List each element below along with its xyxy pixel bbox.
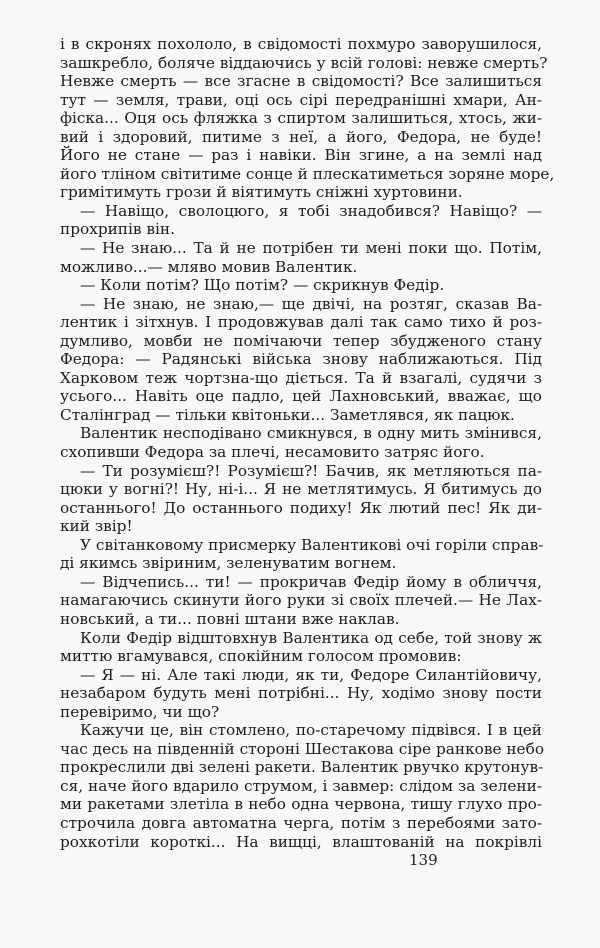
text-line: думливо, мовби не помічаючи тепер збудженого стану (60, 331, 542, 350)
text-line: можливо...— мляво мовив Валентик. (60, 257, 358, 276)
text-line: вий і здоровий, питиме з неї, а його, Федора, не буде! (60, 127, 542, 146)
text-line: останнього! До останнього подиху! Як лютий пес! Як ди- (60, 498, 542, 517)
text-line: тут — земля, трави, оці ось сірі передранішні хмари, Ан- (60, 90, 542, 109)
text-line: Невже смерть — все згасне в свідомості? Все залишиться (60, 72, 542, 91)
text-line: новський, а ти... повні штани вже наклав. (60, 609, 400, 628)
body-text (60, 35, 555, 851)
text-line: намагаючись скинути його руки зі своїх плечей.— Не Лах- (60, 591, 542, 610)
page-number: 139 (409, 851, 438, 869)
text-line: ся, наче його вдарило струмом, і завмер: слідом за зелени- (60, 776, 542, 795)
text-line: незабаром будуть мені потрібні... Ну, ходімо знову пости (60, 684, 542, 703)
text-line: усього... Навіть оце падло, цей Лахновський, вважає, що (60, 387, 542, 406)
text-line: миттю вгамувався, спокійним голосом промовив: (60, 647, 462, 666)
text-line: прокреслили дві зелені ракети. Валентик рвучко крутонув- (60, 758, 544, 777)
text-line: — Не знаю, не знаю,— ще двічі, на розтяг, сказав Ва- (80, 294, 542, 313)
text-line: строчила довга автоматна черга, потім з перебоями зато- (60, 813, 542, 832)
text-line: ми ракетами злетіла в небо одна червона, тишу глухо про- (60, 795, 542, 814)
text-line: — Не знаю... Та й не потрібен ти мені поки що. Потім, (80, 239, 542, 258)
text-line: ді якимсь звіриним, зеленуватим вогнем. (60, 554, 397, 573)
text-line: прохрипів він. (60, 220, 175, 239)
text-line: Кажучи це, він стомлено, по-старечому підвівся. І в цей (80, 721, 542, 740)
text-line: У світанковому присмерку Валентикові очі горіли справ- (80, 535, 544, 554)
text-line: гримітимуть грози й віятимуть сніжні хуртовини. (60, 183, 463, 202)
text-line: Коли Федір відштовхнув Валентика од себе, той знову ж (80, 628, 542, 647)
text-line: — Коли потім? Що потім? — скрикнув Федір. (80, 276, 445, 295)
text-line: — Відчепись... ти! — прокричав Федір йому в обличчя, (80, 572, 542, 591)
text-line: Його не стане — раз і навіки. Він згине, а на землі над (60, 146, 542, 165)
text-line: фіска... Оця ось фляжка з спиртом залишиться, хтось, жи- (60, 109, 542, 128)
text-line: рохкотіли короткі... На вищці, влаштованій на покрівлі (60, 832, 542, 851)
text-line: — Я — ні. Але такі люди, як ти, Федоре Силантійовичу, (80, 665, 542, 684)
text-line: і в скронях похололо, в свідомості похмуро заворушилося, (60, 35, 542, 53)
text-line: цюки у вогні?! Ну, ні-і... Я не метлятимусь. Я битимусь до (60, 480, 542, 499)
text-line: зашкребло, боляче віддаючись у всій голові: невже смерть? (60, 53, 548, 72)
text-line: перевіримо, чи що? (60, 702, 220, 721)
text-line: Федора: — Радянські війська знову наближаються. Під (60, 350, 542, 369)
text-line: кий звір! (60, 517, 133, 536)
text-line: Сталінград — тільки квітоньки... Заметлявся, як пацюк. (60, 405, 515, 424)
text-line: — Ти розумієш?! Розумієш?! Бачив, як метляються па- (80, 461, 542, 480)
text-line: час десь на південній стороні Шестакова сіре ранкове небо (60, 739, 545, 758)
text-line: Валентик несподівано смикнувся, в одну мить змінився, (80, 424, 542, 443)
text-line: його тліном світитиме сонце й плескатиметься зоряне море, (60, 164, 555, 183)
text-line: — Навіщо, сволоцюго, я тобі знадобився? Навіщо? — (80, 201, 542, 220)
text-line: лентик і зітхнув. І продовжував далі так само тихо й роз- (60, 313, 542, 332)
text-line: схопивши Федора за плечі, несамовито затряс його. (60, 443, 485, 462)
text-line: Харковом теж чортзна-що діється. Та й взагалі, судячи з (60, 368, 542, 387)
